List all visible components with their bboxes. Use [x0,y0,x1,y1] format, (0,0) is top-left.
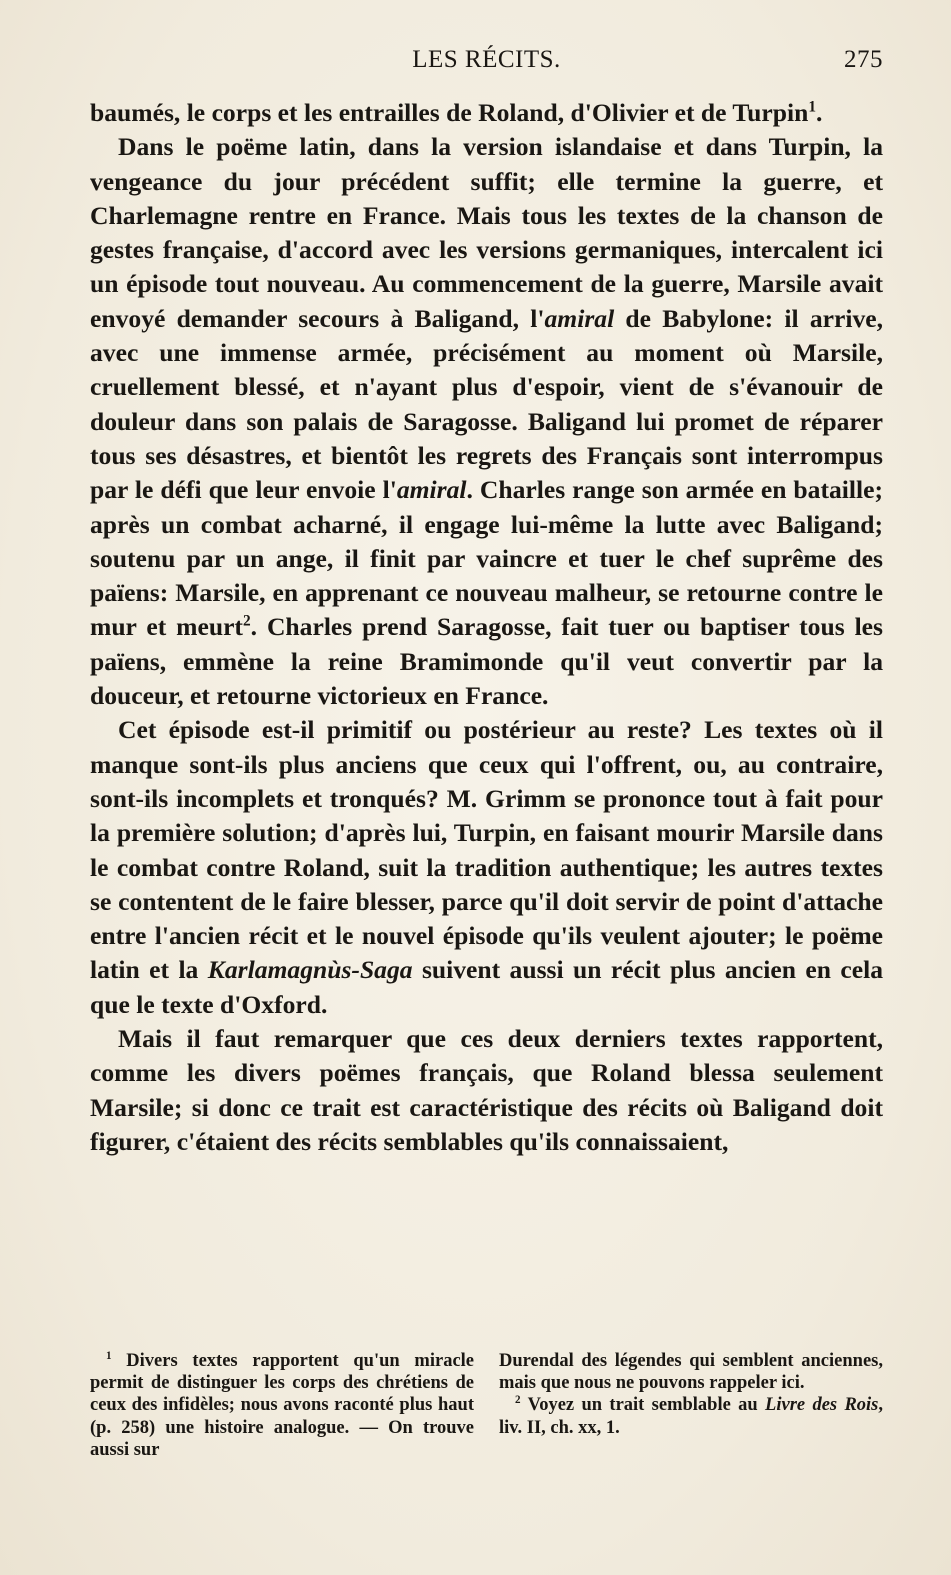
footnotes [90,1350,883,1461]
paragraph-1: baumés, le corps et les entrailles de Roland, d'Olivier et de Turpin$^1$. [90,98,823,127]
footnote-mark-1: 1 [106,1349,112,1362]
footnote-column-right [499,1350,883,1461]
running-title: LES RÉCITS. [412,46,561,73]
paragraph-3: Cet épisode est-il primitif ou postérieur au reste? Les textes où il manque sont-ils plus anciens que ceux qui l'offrent, ou, au contraire, sont-ils incomplets et tronqués? M. Grimm se prononce tout à fait pour la première solution; d'après lui, Turpin, en faisant mourir Marsile dans le combat contre Roland, suit la tradition authentique; les autres textes se contentent de le faire blesser, parce qu'il doit servir de point d'attache entre l'ancien récit et le nouvel épisode qu'ils veulent ajouter; le poëme latin et la Karlamagnùs-Saga suivent aussi un récit plus ancien en cela que le texte d'Oxford. [90,715,883,1019]
footnote-ref-1: 1 [808,98,816,116]
italic-term: amiral [396,475,467,505]
footnote-1-continued: Durendal des légendes qui semblent anciennes, mais que nous ne pouvons rappeler ici. [499,1351,883,1394]
italic-term: amiral [544,303,615,333]
footnote-1: $^1$ Divers textes rapportent qu'un miracle permit de distinguer les corps des chrétiens de ceux des infidèles; nous avons raconté plus haut (p. 258) une histoire analogue. — On trouve aussi sur [90,1349,475,1460]
italic-title: Karlamagnùs-Saga [207,955,413,985]
footnote-2: $^2$ Voyez un trait semblable au Livre des Rois, liv. II, ch. xx, 1. [499,1394,884,1438]
italic-title: Livre des Rois [765,1395,879,1416]
paragraph-4: Mais il faut remarquer que ces deux derniers textes rapportent, comme les divers poëmes français, que Roland blessa seulement Marsile; si donc ce trait est caractéristique des récits où Baligand doit figurer, c'étaient des récits semblables qu'ils connaissaient, [90,1024,883,1156]
footnote-mark-2: 2 [515,1394,521,1407]
paragraph-2: Dans le poëme latin, dans la version islandaise et dans Turpin, la vengeance du jour précédent suffit; elle termine la guerre, et Charlemagne rentre en France. Mais tous les textes de la chanson de gestes française, d'accord avec les versions germaniques, intercalent ici un épisode tout nouveau. Au commencement de la guerre, Marsile avait envoyé demander secours à Baligand, l'amiral de Babylone: il arrive, avec une immense armée, précisément au moment où Marsile, cruellement blessé, et n'ayant plus d'espoir, vient de s'évanouir de douleur dans son palais de Saragosse. Baligand lui promet de réparer tous ses désastres, et bientôt les regrets des Français sont interrompus par le défi que leur envoie l'amiral. Charles range son armée en bataille; après un combat acharné, il engage lui-même la lutte avec Baligand; soutenu par un ange, il finit par vaincre et tuer le chef suprême des païens: Marsile, en apprenant ce nouveau malheur, se retourne contre le mur et meurt$^2$. Charles prend Saragosse, fait tuer ou baptiser tous les païens, emmène la reine Bramimonde qu'il veut convertir par la douceur, et retourne victorieux en France. [90,132,884,711]
footnote-column-left [90,1350,474,1461]
page-header [90,46,883,82]
main-text [90,96,883,1159]
footnote-ref-2: 2 [242,612,251,630]
page-number: 275 [844,46,883,73]
